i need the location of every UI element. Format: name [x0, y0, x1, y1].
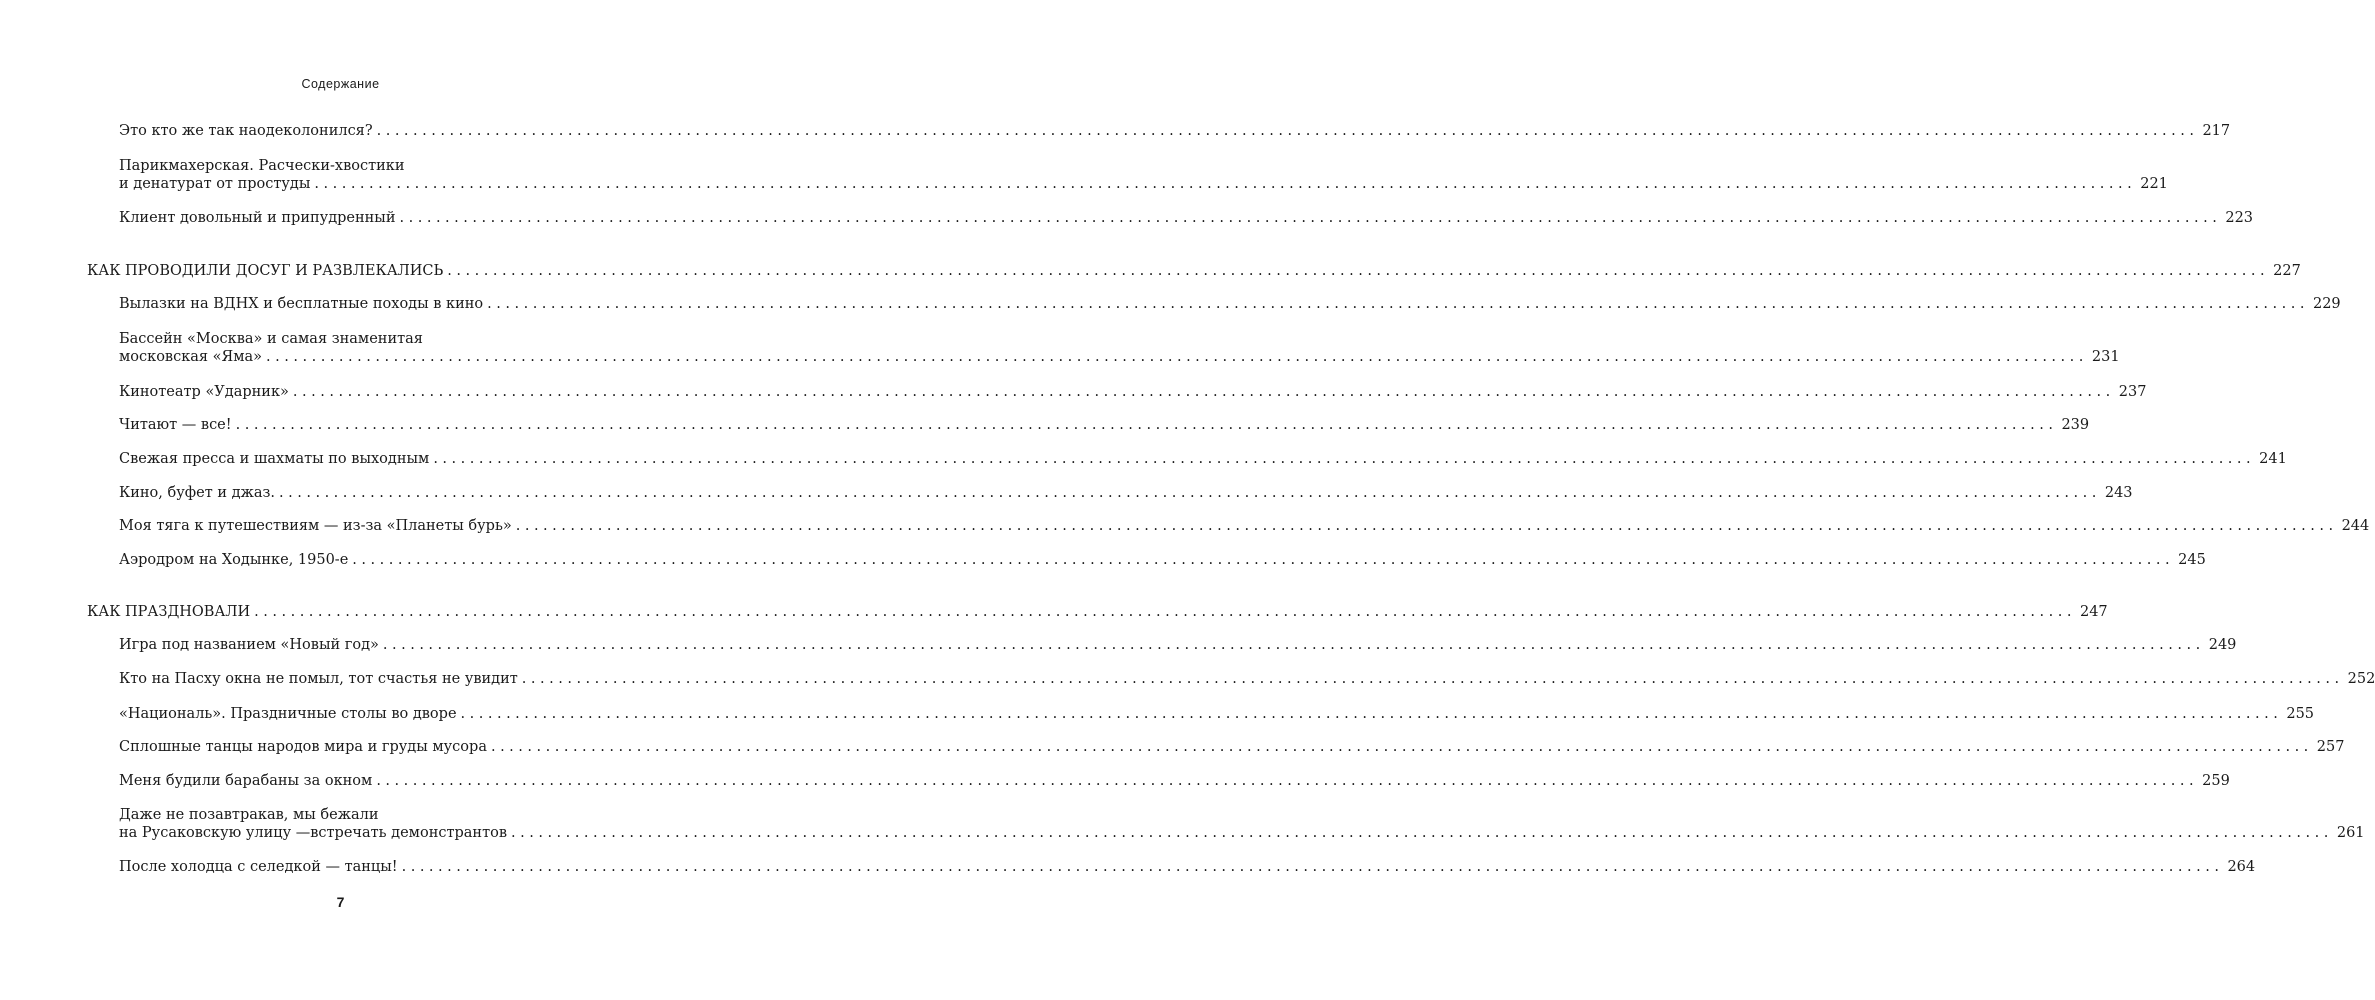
- toc-entry-title: Кино, буфет и джаз.: [119, 485, 276, 501]
- dot-leader: ........................................................................................................................................................................................................: [279, 485, 2101, 501]
- toc-entry-page: 249: [2208, 637, 2237, 653]
- toc-entry: [119, 738, 2345, 756]
- toc-entry-title-line1: Даже не позавтракав, мы бежали: [119, 807, 379, 823]
- toc-entry-page: 257: [2316, 739, 2345, 755]
- toc-entry-title: московская «Яма»: [119, 349, 263, 365]
- dot-leader: ........................................................................................................................................................................................................: [511, 825, 2333, 841]
- toc-entry-page: 259: [2202, 773, 2230, 789]
- toc-entry-title-line1: Парикмахерская. Расчески-хвостики: [119, 158, 405, 174]
- page-number: 7: [336, 894, 345, 910]
- toc-entry-page: 255: [2286, 706, 2315, 722]
- dot-leader: ........................................................................................................................................................................................................: [460, 706, 2283, 722]
- toc-entry: [119, 772, 2230, 790]
- toc-section-page: 227: [2273, 263, 2301, 279]
- toc-entry: [119, 209, 2254, 227]
- toc-section-title: КАК ПРОВОДИЛИ ДОСУГ И РАЗВЛЕКАЛИСЬ: [87, 263, 444, 279]
- dot-leader: ........................................................................................................................................................................................................: [376, 123, 2199, 139]
- dot-leader: ........................................................................................................................................................................................................: [401, 859, 2224, 875]
- page-header: Содержание: [301, 77, 380, 91]
- dot-leader: ........................................................................................................................................................................................................: [235, 417, 2058, 433]
- toc-entry-page: 252: [2347, 671, 2375, 687]
- toc-entry: [119, 157, 2168, 193]
- toc-entry-title: Свежая пресса и шахматы по выходным: [119, 451, 430, 467]
- toc-entry-page: 239: [2061, 417, 2090, 433]
- toc-entry-page: 231: [2091, 349, 2120, 365]
- toc-entry: [119, 122, 2231, 140]
- toc-entry-page: 241: [2259, 451, 2287, 467]
- toc-entry: [119, 705, 2315, 723]
- dot-leader: ........................................................................................................................................................................................................: [352, 552, 2175, 568]
- dot-leader: ........................................................................................................................................................................................................: [447, 263, 2270, 279]
- toc-section-title: КАК ПРАЗДНОВАЛИ: [87, 604, 251, 620]
- dot-leader: ........................................................................................................................................................................................................: [515, 518, 2338, 534]
- toc-entry: [119, 330, 2120, 366]
- toc-entry-page: 237: [2118, 384, 2147, 400]
- toc-entry-page: 261: [2336, 825, 2365, 841]
- dot-leader: ........................................................................................................................................................................................................: [399, 210, 2222, 226]
- toc-entry-page: 221: [2140, 176, 2168, 192]
- toc-section: [87, 603, 2108, 621]
- toc-entry: [119, 551, 2206, 569]
- dot-leader: ........................................................................................................................................................................................................: [376, 773, 2199, 789]
- dot-leader: ........................................................................................................................................................................................................: [490, 739, 2313, 755]
- toc-section-page: 247: [2079, 604, 2108, 620]
- toc-entry-page: 223: [2225, 210, 2254, 226]
- dot-leader: ........................................................................................................................................................................................................: [487, 296, 2309, 312]
- toc-entry-title: и денатурат от простуды: [119, 176, 311, 192]
- toc-entry-page: 245: [2178, 552, 2206, 568]
- dot-leader: ........................................................................................................................................................................................................: [254, 604, 2076, 620]
- toc-entry: [119, 484, 2133, 502]
- toc-entry: [119, 416, 2090, 434]
- toc-entry-page: 244: [2341, 518, 2370, 534]
- toc-entry-title: Клиент довольный и припудренный: [119, 210, 396, 226]
- toc-entry-title: Читают — все!: [119, 417, 232, 433]
- toc-entry-title: Игра под названием «Новый год»: [119, 637, 379, 653]
- toc-entry-title: Кинотеатр «Ударник»: [119, 384, 289, 400]
- toc-entry-title: Моя тяга к путешествиям — из-за «Планеты бурь»: [119, 518, 512, 534]
- toc-entry-page: 217: [2202, 123, 2231, 139]
- toc-entry-title: Вылазки на ВДНХ и бесплатные походы в кино: [119, 296, 484, 312]
- toc-entry: [119, 295, 2341, 313]
- toc-entry-title: на Русаковскую улицу —встречать демонстрантов: [119, 825, 508, 841]
- toc-entry-page: 264: [2227, 859, 2256, 875]
- toc-entry: [119, 670, 2375, 688]
- toc-entry-title: Сплошные танцы народов мира и груды мусора: [119, 739, 487, 755]
- toc-entry-title: Аэродром на Ходынке, 1950-е: [119, 552, 349, 568]
- toc-entry: [119, 517, 2370, 535]
- dot-leader: ........................................................................................................................................................................................................: [266, 349, 2088, 365]
- toc-entry-title: Меня будили барабаны за окном: [119, 773, 373, 789]
- toc-entry: [119, 636, 2237, 654]
- toc-entry-page: 229: [2312, 296, 2341, 312]
- toc-entry: [119, 858, 2256, 876]
- toc-entry: [119, 806, 2365, 842]
- toc-entry-title: Это кто же так наодеколонился?: [119, 123, 373, 139]
- toc-entry: [119, 450, 2287, 468]
- toc-entry-title: Кто на Пасху окна не помыл, тот счастья не увидит: [119, 671, 518, 687]
- toc-entry-title-line1: Бассейн «Москва» и самая знаменитая: [119, 331, 423, 347]
- dot-leader: ........................................................................................................................................................................................................: [292, 384, 2115, 400]
- toc-entry: [119, 383, 2147, 401]
- dot-leader: ........................................................................................................................................................................................................: [521, 671, 2344, 687]
- dot-leader: ........................................................................................................................................................................................................: [314, 176, 2137, 192]
- toc-entry-title: После холодца с селедкой — танцы!: [119, 859, 398, 875]
- dot-leader: ........................................................................................................................................................................................................: [382, 637, 2205, 653]
- toc-entry-page: 243: [2104, 485, 2133, 501]
- toc-section: [87, 262, 2301, 280]
- toc-entry-title: «Националь». Праздничные столы во дворе: [119, 706, 457, 722]
- dot-leader: ........................................................................................................................................................................................................: [433, 451, 2256, 467]
